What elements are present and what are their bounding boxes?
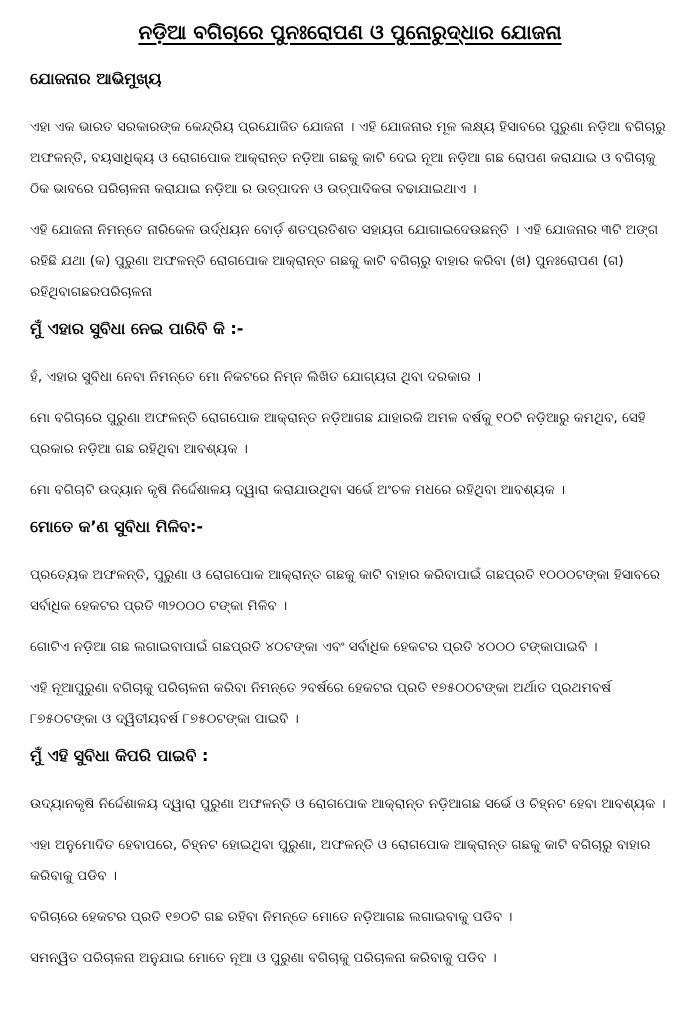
paragraph: ମୋ ବଗିଚାଟି ଉଦ୍ୟାନ କୃଷି ନିର୍ଦ୍ଦେଶାଳୟ ଦ୍ୱାରା କରାଯାଉଥିବା ସର୍ଭେ ଅଂଚଳ ମଧରେ ରହିଥିବା ଆବଶ୍ୟକ । (30, 482, 566, 498)
section-procedure (30, 745, 670, 974)
section-heading: ଯୋଜନାର ଆଭିମୁଖ୍ୟ (30, 69, 162, 88)
paragraph: ଏହି ନୂଆପୁରୁଣା ବଗିଚାକୁ ପରିଚାଳନା କରିବା ନିମନ୍ତେ ୨ବର୍ଷରେ ହେକଟର ପ୍ରତି ୧୭୫୦୦ଟଙ୍କା ଅର୍ଥାତ ପ୍ରଥମବର୍ଷ ୮୭୫୦ଟଙ୍କା ଓ ଦ୍ୱିତୀୟବର୍ଷ ୮୭୫୦ଟଙ୍କା ପାଇବି । (30, 680, 612, 727)
paragraph: ବଗିଚାରେ ହେକଟର ପ୍ରତି ୧୭୦ଟି ଗଛ ରହିବା ନିମନ୍ତେ ମୋତେ ନଡ଼ିଆଗଛ ଲଗାଇବାକୁ ପଡିବ । (30, 909, 513, 925)
section-overview (30, 68, 670, 308)
section-heading: ମୁଁ ଏହି ସୁବିଧା କିପରି ପାଇବି : (30, 746, 209, 765)
section-eligibility (30, 318, 670, 506)
paragraph: ଏହି ଯୋଜନା ନିମନ୍ତେ ନାରିକେଳ ଉର୍ଦ୍ଧୟନ ବୋର୍ଡ଼ ଶତପ୍ରତିଶତ ସହାୟତା ଯୋଗାଇଦେଉଛନ୍ତି । ଏହି ଯୋଜନାର ୩ଟି ଅଙ୍ଗ ରହିଛି ଯଥା (କ) ପୁରୁଣା ଅଫଳନ୍ତି ରୋଗପୋକ ଆକ୍ରାନ୍ତ ଗଛକୁ କାଟି ବଗିଚାରୁ ବାହାର କରିବା (ଖ) ପୁନଃରୋପଣ (ଗ) ରହିଥିବାଗଛରପରିଚାଳନା (30, 222, 659, 300)
paragraph: ମୋ ବଗିଚାରେ ପୁରୁଣା ଅଫଳନ୍ତି ରୋଗପୋକ ଆକ୍ରାନ୍ତ ନଡ଼ିଆଗଛ ଯାହାରକି ଅମଳ ବର୍ଷକୁ ୧୦ଟି ନଡ଼ିଆରୁ କମଥିବ, ସେହି ପ୍ରକାର ନଡ଼ିଆ ଗଛ ରହିଥିବା ଆବଶ୍ୟକ । (30, 410, 646, 457)
paragraph: ଉଦ୍ୟାନକୃଷି ନିର୍ଦ୍ଦେଶାଳୟ ଦ୍ୱାରା ପୁରୁଣା ଅଫଳନ୍ତି ଓ ରୋଗପୋକ ଆକ୍ରାନ୍ତ ନଡ଼ିଆଗଛ ସର୍ଭେ ଓ ଚିହ୍ନଟ ହେବା ଆବଶ୍ୟକ । (30, 796, 666, 812)
section-heading: ମୋତେ କ’ଣ ସୁବିଧା ମିଳିବ:- (30, 517, 204, 536)
paragraph: ଏହା ଅନୁମୋଦିତ ହେବାପରେ, ଚିହ୍ନଟ ହୋଇଥିବା ପୁରୁଣା, ଅଫଳନ୍ତି ଓ ରୋଗପୋକ ଆକ୍ରାନ୍ତ ଗଛକୁ କାଟି ବଗିଚାରୁ ବାହାର କରିବାକୁ ପଡିବ । (30, 837, 651, 884)
page-title: ନଡ଼ିଆ ବଗିଚାରେ ପୁନଃରୋପଣ ଓ ପୁନୋରୁଦ୍ଧାର ଯୋଜନା (138, 20, 562, 44)
section-heading: ମୁଁ ଏହାର ସୁବିଧା ନେଇ ପାରିବି କି :- (30, 319, 244, 338)
paragraph: ସମନ୍ୱିତ ପରିଚାଳନା ଅନୁଯାଇ ମୋତେ ନୂଆ ଓ ପୁରୁଣା ବଗିଚାକୁ ପରିଚାଳନା କରିବାକୁ ପଡିବ । (30, 950, 497, 966)
paragraph: ଗୋଟିଏ ନଡ଼ିଆ ଗଛ ଲଗାଇବାପାଇଁ ଗଛପ୍ରତି ୪୦ଟଙ୍କା ଏବଂ ସର୍ବାଧିକ ହେକଟର ପ୍ରତି ୪୦୦୦ ଟଙ୍କାପାଇବି । (30, 639, 598, 655)
section-benefits (30, 516, 670, 735)
paragraph: ଏହା ଏକ ଭାରତ ସରକାରଙ୍କ କେନ୍ଦ୍ରିୟ ପ୍ରଯୋଜିତ ଯୋଜନା । ଏହି ଯୋଜନାର ମୂଳ ଲକ୍ଷ୍ୟ ହିସାବରେ ପୁରୁଣା ନଡ଼ିଆ ବଗିଚାରୁ ଅଫଳନ୍ତି, ବୟସାଧିକ୍ୟ ଓ ରୋଗପୋକ ଆକ୍ରାନ୍ତ ନଡ଼ିଆ ଗଛକୁ କାଟି ଦେଇ ନୂଆ ନଡ଼ିଆ ଗଛ ରୋପଣ କରାଯାଇ ଓ ବଗିଚାକୁ ଠିକ ଭାବରେ ପରିଚାଳନା କରାଯାଇ ନଡ଼ିଆ ର ଉତ୍ପାଦନ ଓ ଉତ୍ପାଦିକତା ବଢାଯାଇଥାଏ । (30, 119, 666, 197)
paragraph: ପ୍ରତ୍ୟେକ ଅଫଳନ୍ତି, ପୁରୁଣା ଓ ରୋଗପୋକ ଆକ୍ରାନ୍ତ ଗଛକୁ କାଟି ବାହାର କରିବାପାଇଁ ଗଛପ୍ରତି ୧୦୦୦ଟଙ୍କା ହିସାବରେ ସର୍ବାଧିକ ହେକଟର ପ୍ରତି ୩୨୦୦୦ ଟଙ୍କା ମିଳିବ । (30, 567, 661, 614)
paragraph: ହଁ, ଏହାର ସୁବିଧା ନେବା ନିମନ୍ତେ ମୋ ନିକଟରେ ନିମ୍ନ ଲିଖିତ ଯୋଗ୍ୟତା ଥିବା ଦରକାର । (30, 369, 482, 385)
